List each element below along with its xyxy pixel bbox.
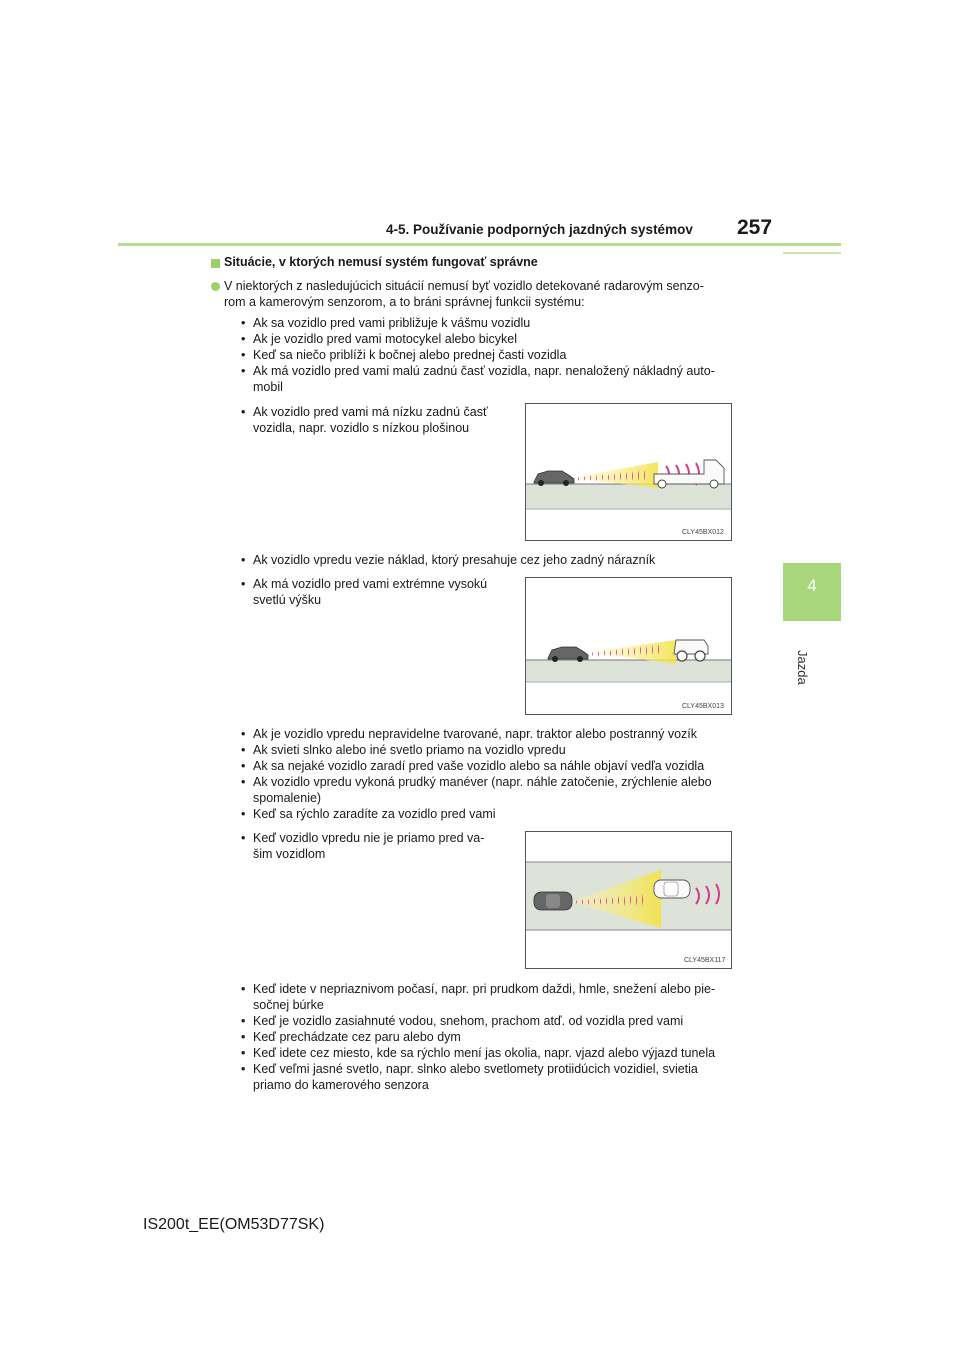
list-item: Keď idete cez miesto, kde sa rýchlo mení jas okolia, napr. vjazd alebo výjazd tunela [253, 1046, 716, 1060]
list-item: Ak má vozidlo pred vami malú zadnú časť vozidla, napr. nenaložený nákladný auto- [253, 364, 715, 378]
intro-line-1: V niektorých z nasledujúcich situácií nemusí byť vozidlo detekované radarovým senzo- [224, 279, 704, 293]
list-item-continuation: priamo do kamerového senzora [253, 1078, 429, 1092]
illustration-high-clearance [526, 578, 731, 714]
list-item: Ak je vozidlo pred vami motocykel alebo bicykel [253, 332, 518, 346]
illustration-low-platform [526, 404, 731, 540]
list-item: Ak sa vozidlo pred vami približuje k vášmu vozidlu [253, 316, 531, 330]
bullet: • [241, 1030, 246, 1044]
list-item: Keď je vozidlo zasiahnuté vodou, snehom, prachom atď. od vozidla pred vami [253, 1014, 684, 1028]
list-item: Ak svieti slnko alebo iné svetlo priamo na vozidlo vpredu [253, 743, 566, 757]
figure-offset-vehicle [525, 831, 732, 969]
bullet: • [241, 1014, 246, 1028]
bullet: • [241, 759, 246, 773]
bullet: • [241, 1046, 246, 1060]
footer-model-code: IS200t_EE(OM53D77SK) [143, 1216, 325, 1233]
bullet: • [241, 405, 246, 419]
chapter-number: 4 [807, 576, 817, 595]
section-square-icon [211, 259, 220, 268]
figure-high-clearance-vehicle [525, 577, 732, 715]
fig1-caption-2: vozidla, napr. vozidlo s nízkou plošinou [253, 421, 470, 435]
fig2-code: CLY45BX013 [682, 703, 724, 710]
bullet: • [241, 364, 246, 378]
section-title: Situácie, v ktorých nemusí systém fungovať správne [224, 255, 538, 269]
list-item: Ak vozidlo vpredu vezie náklad, ktorý presahuje cez jeho zadný nárazník [253, 553, 656, 567]
figure-low-rear-vehicle [525, 403, 732, 541]
bullet: • [241, 348, 246, 362]
list-item: Keď idete v nepriaznivom počasí, napr. pri prudkom daždi, hmle, snežení alebo pie- [253, 982, 716, 996]
list-item-continuation: sočnej búrke [253, 998, 324, 1012]
list-item: Ak sa nejaké vozidlo zaradí pred vaše vozidlo alebo sa náhle objaví vedľa vozidla [253, 759, 705, 773]
list-item: Keď veľmi jasné svetlo, napr. slnko alebo svetlomety protiidúcich vozidiel, svietia [253, 1062, 698, 1076]
intro-line-2: rom a kamerovým senzorom, a to bráni správnej funkcii systému: [224, 295, 585, 309]
bullet: • [241, 807, 246, 821]
bullet: • [241, 982, 246, 996]
fig3-caption-1: Keď vozidlo vpredu nie je priamo pred va- [253, 831, 485, 845]
header-rule [118, 243, 841, 246]
bullet: • [241, 743, 246, 757]
fig3-caption-2: šim vozidlom [253, 847, 326, 861]
bullet: • [241, 831, 246, 845]
header-section-title: 4-5. Používanie podporných jazdných systémov [386, 222, 693, 237]
bullet: • [241, 727, 246, 741]
list-item-continuation: spomalenie) [253, 791, 322, 805]
list-item: Ak je vozidlo vpredu nepravidelne tvarované, napr. traktor alebo postranný vozík [253, 727, 698, 741]
illustration-offset-vehicle [526, 832, 731, 968]
list-item-continuation: mobil [253, 380, 283, 394]
bullet: • [241, 332, 246, 346]
chapter-label: Jazda [795, 650, 810, 685]
bullet: • [241, 553, 246, 567]
bullet: • [241, 1062, 246, 1076]
list-item: Keď sa niečo priblíži k bočnej alebo prednej časti vozidla [253, 348, 567, 362]
page-number: 257 [737, 216, 773, 239]
fig3-code: CLY45BX117 [684, 957, 726, 964]
bullet: • [241, 316, 246, 330]
list-item: Ak vozidlo vpredu vykoná prudký manéver (napr. náhle zatočenie, zrýchlenie alebo [253, 775, 712, 789]
fig1-caption-1: Ak vozidlo pred vami má nízku zadnú časť [253, 405, 488, 419]
bullet: • [241, 577, 246, 591]
side-rule [783, 252, 841, 254]
fig2-caption-1: Ak má vozidlo pred vami extrémne vysokú [253, 577, 488, 591]
fig1-code: CLY45BX012 [682, 529, 724, 536]
list-item: Keď prechádzate cez paru alebo dym [253, 1030, 461, 1044]
bullet: • [241, 775, 246, 789]
fig2-caption-2: svetlú výšku [253, 593, 322, 607]
list-item: Keď sa rýchlo zaradíte za vozidlo pred vami [253, 807, 496, 821]
circle-bullet-icon [211, 282, 220, 291]
